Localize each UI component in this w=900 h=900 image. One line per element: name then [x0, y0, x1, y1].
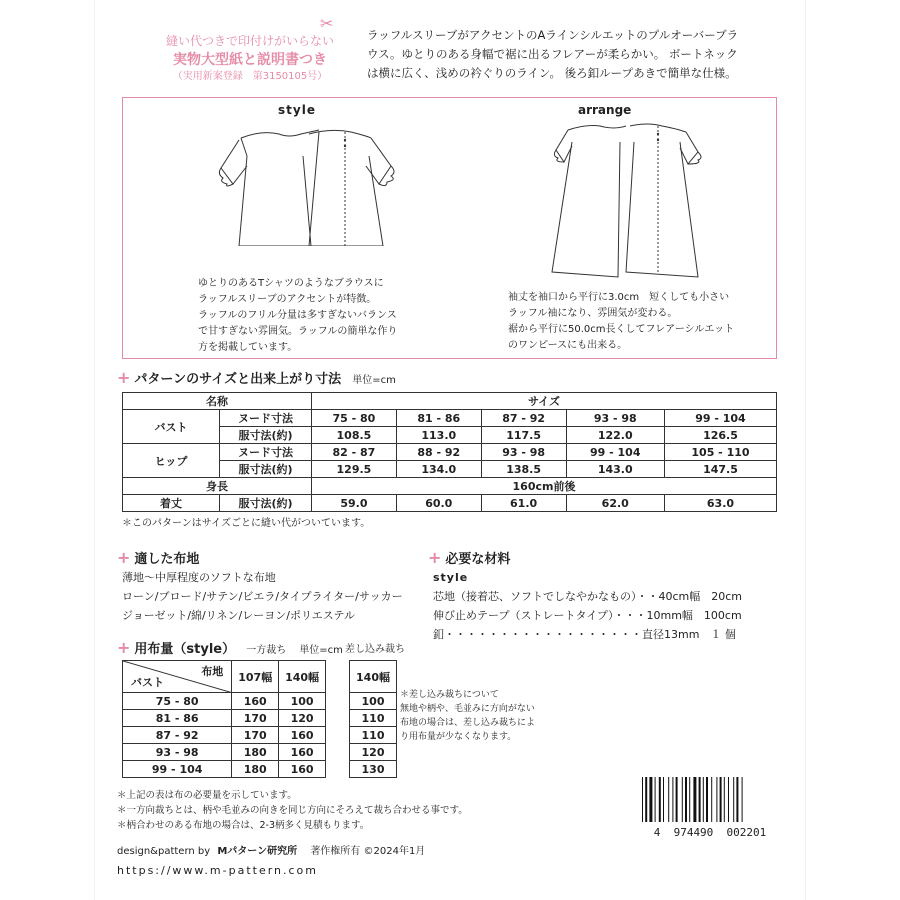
table-row: [123, 761, 326, 778]
size-table-heading: [117, 368, 396, 387]
table-row: [123, 427, 777, 444]
table-cell: 122.0: [566, 427, 664, 444]
barcode-bar: [663, 777, 664, 822]
table-row: [123, 661, 326, 693]
barcode-bar: [693, 777, 696, 822]
materials-sub: style: [433, 571, 469, 584]
table-row: [123, 710, 326, 727]
credit-text: design&pattern by: [117, 846, 211, 857]
table-cell: 108.5: [312, 427, 397, 444]
table-row: [123, 478, 777, 495]
materials-title: 必要な材料: [445, 552, 511, 567]
table-cell: 100: [350, 693, 397, 710]
arrange-text-line: のワンピースにも出来る。: [508, 340, 628, 351]
materials-line: 伸び止めテープ（ストレートタイプ）・・・10mm幅 100cm: [433, 609, 742, 622]
table-cell: 160: [279, 727, 326, 744]
size-table: [122, 392, 777, 512]
table-cell: 180: [232, 744, 279, 761]
yardage-note-line: ＊一方向裁ちとは、柄や毛並みの向きを同じ方向にそろえて裁ち合わせる事です。: [117, 805, 468, 816]
table-cell: 93 - 98: [481, 444, 566, 461]
style-text-line: ゆとりのあるTシャツのようなブラウスに: [198, 278, 384, 289]
interlock-note-line: 布地の場合は、差し込み裁ちによ: [400, 718, 536, 728]
table-header-140: 140幅: [350, 661, 397, 693]
plus-icon: +: [117, 638, 131, 657]
table-cell: 170: [232, 710, 279, 727]
table-cell: 129.5: [312, 461, 397, 478]
fabric-list: [122, 568, 403, 625]
fabric-title: 適した布地: [134, 552, 200, 567]
table-cell: 61.0: [481, 495, 566, 512]
description-line: は横に広く、浅めの衿ぐりのライン。 後ろ釦ループあきで簡単な仕様。: [367, 66, 737, 80]
table-cell: 服寸法(約): [220, 427, 312, 444]
footer-credit: [117, 842, 425, 857]
style-arrange-box: [122, 97, 777, 359]
interlock-note: [400, 688, 535, 744]
yardage-unit: 単位=cm: [299, 645, 343, 656]
table-cell: 147.5: [664, 461, 776, 478]
yardage-note-line: ＊柄合わせのある布地の場合は、2-3柄多く見積もります。: [117, 820, 370, 831]
studio-name: Mパターン研究所: [217, 846, 298, 857]
description-line: ウス。ゆとりのある身幅で裾に出るフレアーが柔らかい。 ボートネック: [367, 47, 738, 61]
pattern-back-cover: [95, 0, 805, 900]
style-text-line: ラッフルのフリル分量は多すぎないバランス: [198, 310, 397, 321]
tagline-2: 実物大型紙と説明書つき: [173, 52, 327, 68]
table-cell: 160: [232, 693, 279, 710]
table-cell: 87 - 92: [481, 410, 566, 427]
style-text-line: で甘すぎない雰囲気。ラッフルの簡単な作り: [198, 326, 398, 337]
table-cell: 93 - 98: [123, 744, 232, 761]
table-row: [350, 761, 397, 778]
barcode: [638, 777, 782, 839]
table-cell: 60.0: [396, 495, 481, 512]
table-cell: 180: [232, 761, 279, 778]
table-cell: 120: [279, 710, 326, 727]
table-cell: 117.5: [481, 427, 566, 444]
table-cell: 75 - 80: [123, 693, 232, 710]
barcode-bar: [655, 777, 656, 822]
table-cell: 81 - 86: [396, 410, 481, 427]
header-taglines: [135, 32, 365, 84]
table-row: [123, 461, 777, 478]
barcode-bar: [711, 777, 712, 822]
tagline-1: 縫い代つきで印付けがいらない: [165, 34, 334, 48]
barcode-bars: [638, 777, 782, 822]
table-header-140: 140幅: [279, 661, 326, 693]
materials-heading: [428, 548, 510, 567]
table-cell: 87 - 92: [123, 727, 232, 744]
barcode-bar: [685, 777, 687, 822]
style-text-line: 方を掲載しています。: [198, 342, 298, 353]
yardage-title: 用布量（style）: [134, 642, 236, 657]
interlock-note-line: ＊差し込み裁ちについて: [400, 690, 499, 700]
bust-label: バスト: [131, 676, 164, 689]
style-blouse-illustration: [211, 126, 401, 246]
interlock-table: [349, 660, 397, 778]
barcode-bar: [703, 777, 704, 822]
size-table-unit: 単位=cm: [352, 375, 396, 386]
barcode-bar: [728, 777, 729, 822]
table-cell: ヌード寸法: [220, 410, 312, 427]
yardage-notes: [117, 788, 468, 833]
table-row: [350, 727, 397, 744]
size-table-title: パターンのサイズと出来上がり寸法: [134, 372, 342, 387]
arrange-text-line: ラッフル袖になり、雰囲気が変わる。: [508, 308, 678, 319]
table-cell: バスト: [123, 410, 220, 444]
table-cell: 113.0: [396, 427, 481, 444]
table-row: [350, 661, 397, 693]
fabric-line: ローン/ブロード/サテン/ビエラ/タイプライター/サッカー: [122, 590, 403, 603]
table-cell: 75 - 80: [312, 410, 397, 427]
table-cell: 126.5: [664, 427, 776, 444]
description-line: ラッフルスリーブがアクセントのAラインシルエットのプルオーバーブラ: [367, 28, 739, 42]
barcode-bar: [668, 777, 669, 822]
table-cell: 99 - 104: [566, 444, 664, 461]
barcode-bar: [676, 777, 678, 822]
table-cell: 105 - 110: [664, 444, 776, 461]
website-link[interactable]: https://www.m-pattern.com: [117, 864, 318, 877]
table-cell: ヌード寸法: [220, 444, 312, 461]
materials-line: 釦・・・・・・・・・・・・・・・・・・直径13mm １ 個: [433, 628, 736, 641]
table-cell: 81 - 86: [123, 710, 232, 727]
table-cell: 138.5: [481, 461, 566, 478]
header-description: [367, 26, 797, 83]
table-row: [123, 744, 326, 761]
table-cell: 82 - 87: [312, 444, 397, 461]
table-cell: 160cm前後: [312, 478, 777, 495]
yardage-interlock-label: 差し込み裁ち: [345, 644, 405, 655]
plus-icon: +: [117, 548, 131, 567]
arrange-description: [508, 290, 773, 354]
barcode-bar: [659, 777, 661, 822]
table-cell: 160: [279, 761, 326, 778]
barcode-bar: [672, 777, 673, 822]
plus-icon: +: [117, 368, 131, 387]
yardage-note-line: ＊上記の表は布の必要量を示しています。: [117, 790, 297, 801]
yardage-one-way: 一方裁ち: [246, 645, 287, 656]
arrange-text-line: 裾から平行に50.0cm長くしてフレアーシルエット: [508, 324, 735, 335]
barcode-bar: [682, 777, 683, 822]
style-label: style: [278, 103, 316, 117]
barcode-bar: [699, 777, 701, 822]
table-row: [350, 693, 397, 710]
style-description: [198, 276, 448, 356]
table-cell: 59.0: [312, 495, 397, 512]
table-cell: 110: [350, 727, 397, 744]
barcode-bar: [649, 777, 652, 822]
table-cell: 93 - 98: [566, 410, 664, 427]
table-cell: 服寸法(約): [220, 495, 312, 512]
interlock-note-line: 無地や柄や、毛並みに方向がない: [400, 704, 535, 714]
table-row: [123, 495, 777, 512]
yardage-table: [122, 660, 326, 778]
table-cell: 身長: [123, 478, 312, 495]
barcode-bar: [742, 777, 743, 822]
copyright-text: 著作権所有 ©2024年1月: [310, 846, 426, 857]
plus-icon: +: [428, 548, 442, 567]
table-row: [123, 727, 326, 744]
barcode-bar: [736, 777, 738, 822]
fabric-heading: [117, 548, 199, 567]
barcode-bar: [720, 777, 722, 822]
table-row: [123, 393, 777, 410]
table-cell: 服寸法(約): [220, 461, 312, 478]
size-table-note: ＊このパターンはサイズごとに縫い代がついています。: [122, 518, 371, 529]
fabric-label: 布地: [201, 665, 224, 678]
table-cell: 120: [350, 744, 397, 761]
table-cell: 62.0: [566, 495, 664, 512]
table-cell: 134.0: [396, 461, 481, 478]
barcode-number: 4 974490 002201: [653, 826, 767, 839]
arrange-dress-illustration: [548, 122, 708, 282]
style-text-line: ラッフルスリーブのアクセントが特徴。: [198, 294, 377, 305]
table-corner-cell: [123, 661, 232, 693]
barcode-bar: [706, 777, 708, 822]
barcode-bar: [724, 777, 725, 822]
table-row: [123, 410, 777, 427]
table-header-107: 107幅: [232, 661, 279, 693]
table-row: [123, 444, 777, 461]
interlock-note-line: り用布量が少なくなります。: [400, 732, 517, 742]
table-cell: 130: [350, 761, 397, 778]
table-cell: 100: [279, 693, 326, 710]
table-header-size: サイズ: [312, 393, 777, 410]
table-cell: 着丈: [123, 495, 220, 512]
table-cell: 143.0: [566, 461, 664, 478]
table-cell: 110: [350, 710, 397, 727]
barcode-bar: [642, 777, 643, 822]
yardage-heading: [117, 638, 343, 657]
fabric-line: ジョーゼット/綿/リネン/レーヨン/ポリエステル: [122, 609, 355, 622]
fabric-line: 薄地～中厚程度のソフトな布地: [122, 571, 276, 584]
barcode-bar: [645, 777, 647, 822]
table-cell: 99 - 104: [664, 410, 776, 427]
barcode-bar: [689, 777, 690, 822]
tagline-3: （実用新案登録 第3150105号）: [172, 71, 328, 82]
materials-list: [433, 568, 793, 644]
table-row: [350, 710, 397, 727]
table-header-name: 名称: [123, 393, 312, 410]
table-cell: 88 - 92: [396, 444, 481, 461]
table-cell: 170: [232, 727, 279, 744]
table-cell: ヒップ: [123, 444, 220, 478]
barcode-bar: [733, 777, 734, 822]
table-cell: 99 - 104: [123, 761, 232, 778]
table-cell: 63.0: [664, 495, 776, 512]
table-row: [123, 693, 326, 710]
arrange-label: arrange: [578, 103, 632, 117]
table-row: [350, 744, 397, 761]
materials-line: 芯地（接着芯、ソフトでしなやかなもの）・・40cm幅 20cm: [433, 590, 743, 603]
scissors-icon: ✂: [320, 14, 334, 33]
barcode-bar: [716, 777, 717, 822]
arrange-text-line: 袖丈を袖口から平行に3.0cm 短くしても小さい: [508, 292, 730, 303]
table-cell: 160: [279, 744, 326, 761]
